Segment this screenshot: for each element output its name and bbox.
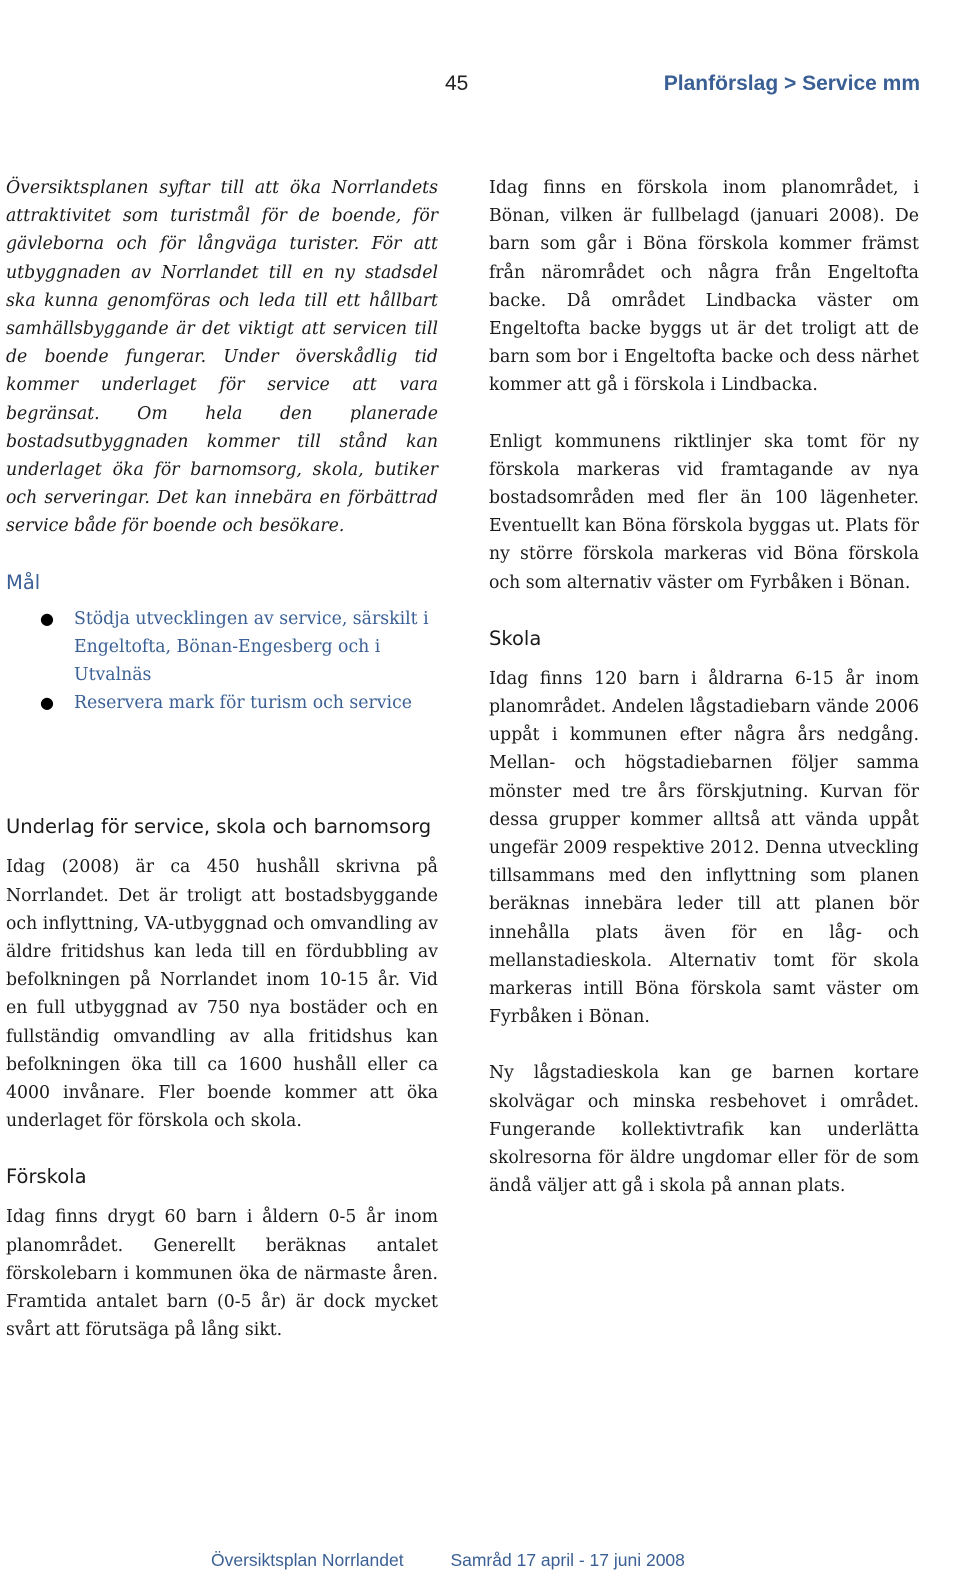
- right-column: [489, 174, 919, 1201]
- forskola-heading: Förskola: [6, 1165, 87, 1189]
- goal-text: Stödja utvecklingen av service, särskilt i Engeltofta, Bönan-Engesberg och i Utvalnäs: [74, 608, 429, 686]
- bullet-icon: ●: [40, 608, 54, 628]
- footer-doc-title: Översiktsplan Norrlandet: [211, 1550, 404, 1570]
- goals-list: [6, 605, 438, 718]
- footer-consultation-dates: Samråd 17 april - 17 juni 2008: [450, 1550, 685, 1570]
- goal-text: Reservera mark för turism och service: [74, 693, 412, 714]
- lagstadieskola-paragraph: Ny lågstadieskola kan ge barnen kortare skolvägar och minska resbehovet i området. Fungerande kollektivtrafik kan underlätta skolresorna för äldre ungdomar eller för de som ändå väljer att gå i skola på annan plats.: [489, 1063, 919, 1197]
- list-item: [6, 605, 438, 690]
- underlag-heading: Underlag för service, skola och barnomsorg: [6, 815, 432, 839]
- list-item: [6, 689, 438, 717]
- riktlinjer-paragraph: Enligt kommunens riktlinjer ska tomt för ny förskola markeras vid framtagande av nya bostadsområden med fler än 100 lägenheter. Eventuellt kan Böna förskola byggas ut. Plats för ny större förskola markeras vid Böna förskola och som alternativ väster om Fyrbåken i Bönan.: [489, 431, 919, 593]
- footer: [211, 1550, 685, 1571]
- intro-paragraph: Översiktsplanen syftar till att öka Norrlandets attraktivitet som turistmål för de boende, för gävleborna och för långväga turister. För att utbyggnaden av Norrlandet till en ny stadsdel ska kunna genomföras och leda till ett hållbart samhällsbyggande är det viktigt att servicen till de boende fungerar. Under överskådlig tid kommer underlaget för service att vara begränsat. Om hela den planerade bostadsutbyggnaden kommer till stånd kan underlaget öka för barnomsorg, skola, butiker och serveringar. Det kan innebära en förbättrad service både för boende och besökare.: [6, 178, 438, 537]
- skola-paragraph: Idag finns 120 barn i åldrarna 6-15 år inom planområdet. Andelen lågstadiebarn vände 2006 uppåt i kommunen efter några års nedgång. Mellan- och högstadiebarnen följer samma mönster med tre års förskjutning. Kurvan för dessa grupper kommer alltså att vända uppåt ungefär 2009 respektive 2012. Denna utveckling tillsammans med den inflyttning som planen beräknas innebära leder till att planen bör innehålla plats även för en låg- och mellanstadieskola. Alternativ tomt för skola markeras intill Böna förskola samt väster om Fyrbåken i Bönan.: [489, 668, 919, 1028]
- forskola-status-paragraph: Idag finns en förskola inom planområdet, i Bönan, vilken är fullbelagd (januari 2008). De barn som går i Böna förskola kommer främst från närområdet och några från Engeltofta backe. Då området Lindbacka väster om Engeltofta backe byggs ut är det troligt att de barn som bor i Engeltofta backe och dess närhet kommer att gå i förskola i Lindbacka.: [489, 178, 919, 396]
- forskola-paragraph: Idag finns drygt 60 barn i åldern 0-5 år inom planområdet. Generellt beräknas antalet förskolebarn i kommunen öka de närmaste åren. Framtida antalet barn (0-5 år) är dock mycket svårt att förutsäga på lång sikt.: [6, 1207, 438, 1341]
- bullet-icon: ●: [40, 693, 54, 713]
- goals-heading: Mål: [6, 570, 41, 594]
- skola-heading: Skola: [489, 626, 542, 650]
- section-title: Planförslag > Service mm: [663, 72, 920, 95]
- underlag-paragraph: Idag (2008) är ca 450 hushåll skrivna på Norrlandet. Det är troligt att bostadsbyggande och inflyttning, VA-utbyggnad och omvandling av äldre fritidshus kan leda till en fördubbling av befolkningen på Norrlandet inom 10-15 år. Vid en full utbyggnad av 750 nya bostäder och en fullständig omvandling av alla fritidshus kan befolkningen öka till ca 1600 hushåll eller ca 4000 invånare. Fler boende kommer att öka underlaget för förskola och skola.: [6, 857, 438, 1132]
- page-number: 45: [445, 72, 469, 95]
- left-column: [6, 174, 438, 1345]
